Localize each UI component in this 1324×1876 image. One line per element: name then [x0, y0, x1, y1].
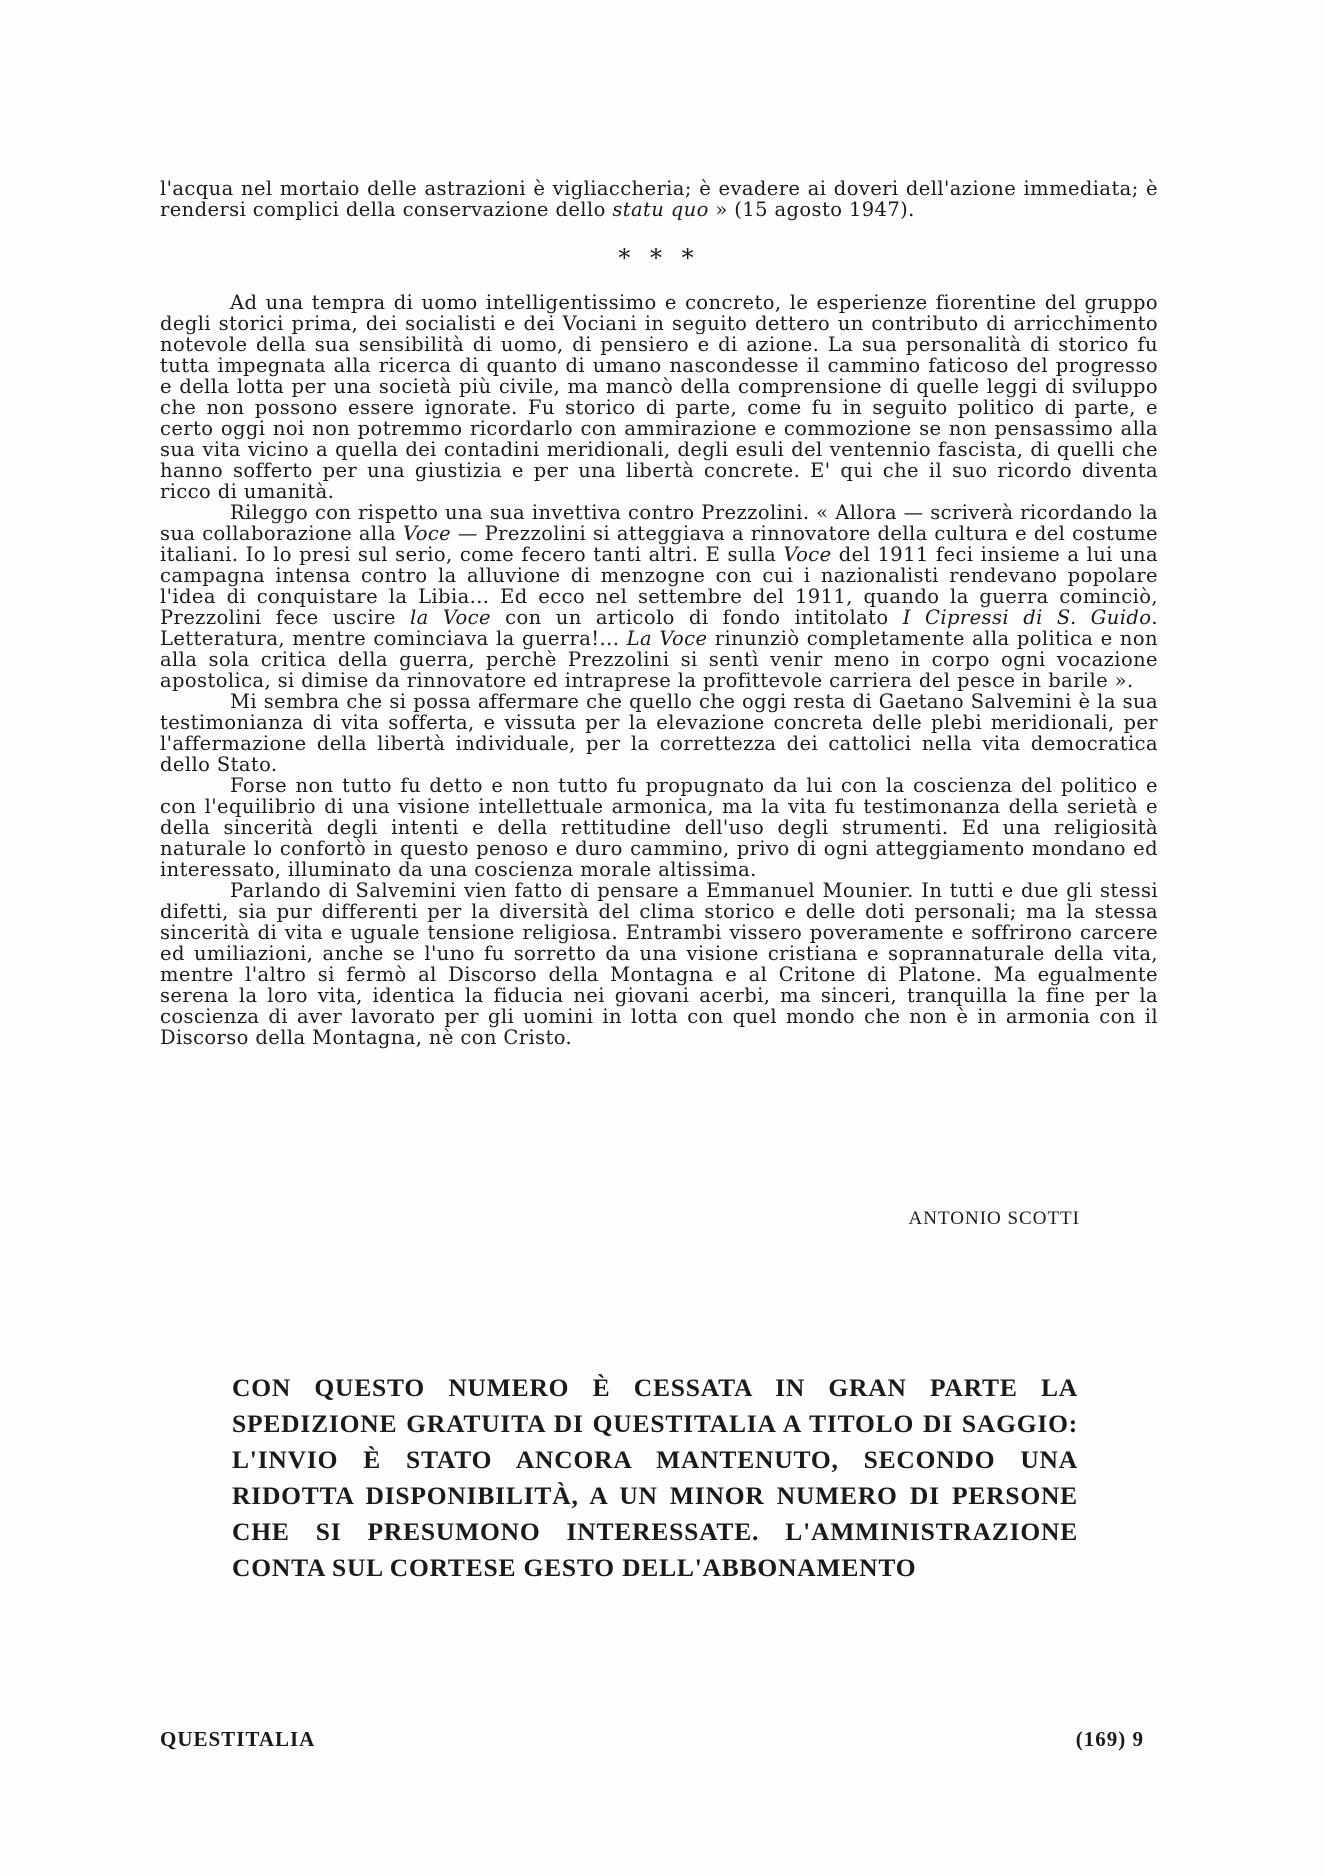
p2-text-e: . Letteratura, mentre cominciava la guerra!... — [160, 606, 1159, 650]
p2-italic-3: la Voce — [409, 606, 491, 629]
p2-italic-5: La Voce — [626, 627, 708, 650]
section-separator: * * * — [618, 244, 700, 272]
p2-text-d: con un articolo di fondo intitolato — [490, 606, 903, 629]
paragraph-5: Parlando di Salvemini vien fatto di pensare a Emmanuel Mounier. In tutti e due gli stessi difetti, sia pur differenti per la diversità del clima storico e delle doti personali; ma la stessa sincerità di vita e uguale tensione religiosa. Entrambi vissero poveramente e soffrirono carcere ed umiliazioni, anche se l'uno fu sorretto da una visione cristiana e soprannaturale della vita, mentre l'altro si fermò al Discorso della Montagna e al Critone di Platone. Ma egualmente serena la loro vita, identica la fiducia nei giovani acerbi, ma sinceri, tranquilla la fine per la coscienza di aver lavorato per gli uomini in lotta con quel mondo che non è in armonia con il Discorso della Montagna, nè con Cristo. — [160, 879, 1158, 1049]
paragraph-1: Ad una tempra di uomo intelligentissimo e concreto, le esperienze fiorentine del gruppo degli storici prima, dei socialisti e dei Vociani in seguito dettero un contributo di arricchimento notevole della sua sensibilità di uomo, di pensiero e di azione. La sua personalità di storico fu tutta impegnata alla ricerca di quanto di umano nascondesse il cammino faticoso del progresso e della lotta per una società più civile, ma mancò della comprensione di quelle leggi di sviluppo che non possono essere ignorate. Fu storico di parte, come fu in seguito politico di parte, e certo oggi noi non potremmo ricordarlo con ammirazione e commozione se non pensassimo alla sua vita vicino a quella dei contadini meridionali, degli esuli del ventennio fascista, di quelli che hanno sofferto per una giustizia e per una libertà concrete. E' qui che il suo ricordo diventa ricco di umanità. — [160, 291, 1158, 503]
paragraph-4: Forse non tutto fu detto e non tutto fu propugnato da lui con la coscienza del politico e con l'equilibrio di una visione intellettuale armonica, ma la vita fu testimonanza della serietà e della sincerità degli intenti e della rettitudine dell'uso degli strumenti. Ed una religiosità naturale lo confortò in questo penoso e duro cammino, privo di ogni atteggiamento mondano ed interessato, illuminato da una coscienza morale altissima. — [160, 774, 1158, 881]
intro-italic: statu quo — [612, 198, 709, 221]
paragraph-3: Mi sembra che si possa affermare che quello che oggi resta di Gaetano Salvemini è la sua testimonianza di vita sofferta, e vissuta per la elevazione concreta delle plebi meridionali, per l'affermazione della libertà individuale, per la correttezza dei cattolici nella vita democratica dello Stato. — [160, 690, 1158, 776]
p2-text-c: del 1911 feci insieme a lui una campagna intensa contro la alluvione di menzogne con cui i nazionalisti rendevano popolare l'idea di conquistare la Libia... Ed ecco nel settembre del 1911, quando la guerra cominciò, Prezzolini fece uscire — [160, 543, 1158, 629]
intro-text: l'acqua nel mortaio delle astrazioni è vigliaccheria; è evadere ai doveri dell'azione immediata; è rendersi complici della conservazione dello — [160, 177, 1158, 221]
subscription-notice: CON QUESTO NUMERO È CESSATA IN GRAN PARTE LA SPEDIZIONE GRATUITA DI QUESTITALIA A TITOLO DI SAGGIO: L'INVIO È STATO ANCORA MANTENUTO, SECONDO UNA RIDOTTA DISPONIBILITÀ, A UN MINOR NUMERO DI PERSONE CHE SI PRESUMONO INTERESSATE. L'AMMINISTRAZIONE CONTA SUL CORTESE GESTO DELL'ABBONAMENTO — [232, 1373, 1078, 1582]
article-intro — [160, 178, 1158, 220]
p2-text-f: rinunziò completamente alla politica e non alla sola critica della guerra, perchè Prezzolini si sentì venir meno in corpo ogni vocazione apostolica, si dimise da rinnovatore ed intraprese la profittevole carriera del pesce in barile ». — [160, 627, 1158, 692]
p2-italic-4: I Cipressi di S. Guido — [902, 606, 1152, 629]
journal-name: QUESTITALIA — [160, 1727, 316, 1751]
intro-date: » (15 agosto 1947). — [708, 198, 915, 221]
page-number: (169) 9 — [1075, 1727, 1144, 1751]
article-body — [160, 178, 1158, 1048]
paragraph-2 — [160, 502, 1158, 691]
p2-italic-1: Voce — [403, 522, 452, 545]
p2-italic-2: Voce — [783, 543, 832, 566]
p2-text-a: Rileggo con rispetto una sua invettiva contro Prezzolini. « Allora — scriverà ricordando la sua collaborazione alla — [160, 501, 1158, 545]
author-signature: ANTONIO SCOTTI — [908, 1208, 1080, 1229]
p2-text-b: — Prezzolini si atteggiava a rinnovatore della cultura e del costume italiani. Io lo presi sul serio, come fecero tanti altri. E sulla — [160, 522, 1159, 566]
